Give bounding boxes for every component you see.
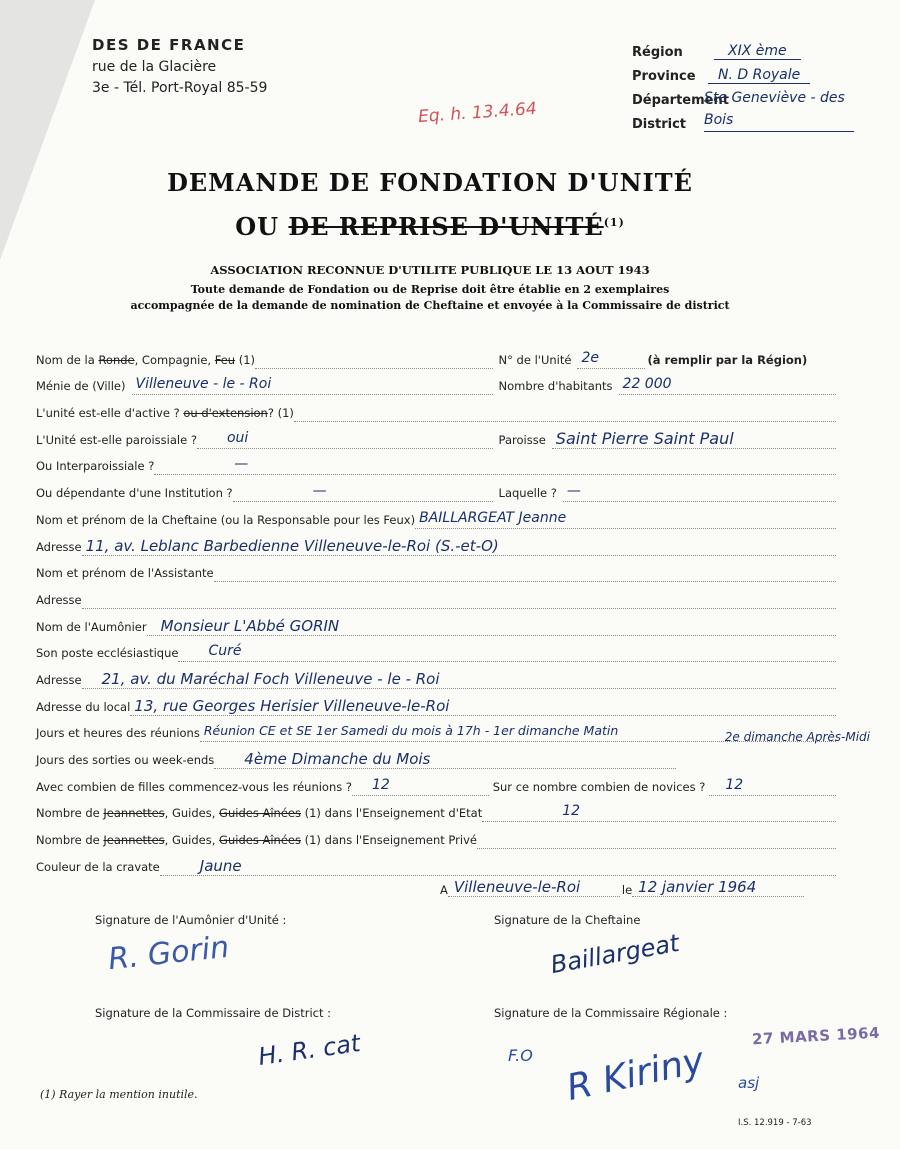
aumonier-signature: R. Gorin — [106, 929, 231, 978]
poste-field[interactable]: Curé — [178, 643, 836, 662]
novices-label: Sur ce nombre combien de novices ? — [492, 779, 706, 794]
row-active — [36, 395, 836, 422]
row-reunions — [36, 716, 870, 744]
title-line1: DEMANDE DE FONDATION D'UNITÉ — [167, 168, 693, 197]
laquelle-field[interactable]: — — [563, 483, 836, 502]
reunions-label: Jours et heures des réunions — [36, 726, 200, 741]
title-note: (1) — [603, 216, 625, 229]
date-le-label: le — [621, 883, 633, 897]
cheftaine-label: Nom et prénom de la Cheftaine (ou la Responsable pour les Feux) — [36, 512, 416, 527]
row-sorties — [36, 742, 836, 769]
sig-cheftaine-label: Signature de la Cheftaine — [494, 913, 641, 927]
sig-aumonier-label: Signature de l'Aumônier d'Unité : — [95, 913, 287, 927]
regionale-fo: F.O — [508, 1046, 533, 1065]
sig-regionale-label: Signature de la Commissaire Régionale : — [494, 1006, 728, 1020]
region-label: Région — [632, 45, 683, 60]
prive-label: Nombre de Jeannettes, Guides, Guides Aînées (1) dans l'Enseignement Privé — [36, 833, 477, 848]
adresse3-field[interactable]: 21, av. du Maréchal Foch Villeneuve - le - Roi — [82, 670, 836, 689]
filles-label: Avec combien de filles commencez-vous les réunions ? — [36, 779, 353, 794]
adresse1-cell — [36, 537, 836, 556]
prive-field[interactable] — [477, 830, 836, 849]
sig-district-label: Signature de la Commissaire de District : — [95, 1006, 332, 1020]
aumonier-field[interactable]: Monsieur L'Abbé GORIN — [147, 617, 836, 636]
nom-label: Nom de la Ronde, Compagnie, Feu (1) — [36, 352, 256, 367]
assoc-lines — [0, 282, 860, 314]
novices-field[interactable]: 12 — [709, 777, 836, 796]
menie-label: Ménie de (Ville) — [36, 379, 126, 394]
row-cheftaine — [36, 502, 836, 529]
date-place-field[interactable]: Villeneuve-le-Roi — [448, 878, 620, 897]
title-line2 — [0, 212, 860, 241]
handwritten-red-note: Eq. h. 13.4.64 — [417, 98, 538, 128]
district-label: District — [632, 117, 686, 132]
poste-label: Son poste ecclésiastique — [36, 646, 179, 661]
interpar-cell — [36, 456, 836, 475]
date-value-field[interactable]: 12 janvier 1964 — [632, 878, 804, 897]
row-filles — [36, 769, 836, 796]
poste-cell — [36, 643, 836, 662]
reunions-cell — [36, 723, 836, 742]
dependante-cell — [36, 483, 493, 502]
adresse3-cell — [36, 670, 836, 689]
local-cell — [36, 697, 836, 716]
row-interpar — [36, 449, 836, 476]
title-prefix: OU — [235, 212, 280, 241]
interpar-label: Ou Interparoissiale ? — [36, 459, 155, 474]
adresse2-cell — [36, 590, 836, 609]
adresse2-label: Adresse — [36, 592, 82, 607]
org-header — [92, 36, 267, 96]
no-unite-cell — [499, 350, 836, 369]
laquelle-cell — [499, 483, 836, 502]
row-paroissiale — [36, 422, 836, 449]
menie-cell — [36, 376, 493, 395]
no-unite-label: N° de l'Unité — [498, 352, 572, 367]
departement-label: Département — [632, 93, 729, 108]
habitants-cell — [499, 376, 836, 395]
assistante-label: Nom et prénom de l'Assistante — [36, 566, 214, 581]
filles-field[interactable]: 12 — [352, 777, 489, 796]
assoc-line3: accompagnée de la demande de nomination de Cheftaine et envoyée à la Commissaire de district — [130, 299, 730, 312]
etat-label: Nombre de Jeannettes, Guides, Guides Aînées (1) dans l'Enseignement d'Etat — [36, 806, 483, 821]
row-nom — [36, 342, 836, 369]
dependante-field[interactable]: — — [233, 483, 493, 502]
org-street: rue de la Glacière — [92, 59, 217, 75]
row-adresse3 — [36, 662, 836, 689]
row-menie — [36, 369, 836, 396]
region-row — [632, 36, 854, 60]
row-poste — [36, 636, 836, 663]
nom-field[interactable] — [255, 350, 493, 369]
row-assistante — [36, 556, 836, 583]
reunions-second-line: 2e dimanche Après-Midi — [724, 729, 870, 744]
cheftaine-signature: Baillargeat — [548, 928, 682, 980]
row-prive — [36, 822, 836, 849]
paroisse-field[interactable]: Saint Pierre Saint Paul — [552, 429, 836, 449]
assistante-cell — [36, 563, 836, 582]
province-row — [632, 60, 854, 84]
no-unite-field[interactable]: 2e — [577, 350, 645, 369]
province-value: N. D Royale — [708, 67, 810, 84]
row-cravate — [36, 849, 836, 876]
interpar-field[interactable]: — — [154, 456, 836, 475]
sorties-field[interactable]: 4ème Dimanche du Mois — [214, 750, 676, 769]
date-a-label: A — [440, 883, 448, 897]
reunions-field[interactable]: Réunion CE et SE 1er Samedi du mois à 17h - 1er dimanche Matin — [200, 723, 836, 742]
habitants-field[interactable]: 22 000 — [619, 376, 836, 395]
cheftaine-field[interactable]: BAILLARGEAT Jeanne — [415, 510, 836, 529]
no-unite-note: (à remplir par la Région) — [647, 352, 808, 367]
regionale-signature: R Kiriny — [563, 1039, 708, 1110]
adresse1-label: Adresse — [36, 539, 82, 554]
row-aumonier — [36, 609, 836, 636]
active-label: L'unité est-elle d'active ? ou d'extension? (1) — [36, 406, 294, 421]
cravate-field[interactable]: Jaune — [160, 857, 836, 876]
form-reference: I.S. 12.919 - 7-63 — [738, 1118, 812, 1128]
org-name: DES DE FRANCE — [92, 36, 246, 54]
region-value: XIX ème — [714, 43, 801, 60]
active-cell — [36, 403, 836, 422]
province-label: Province — [632, 69, 696, 84]
cravate-cell — [36, 857, 836, 876]
paroissiale-cell — [36, 430, 493, 449]
habitants-label: Nombre d'habitants — [498, 379, 613, 394]
paroisse-label: Paroisse — [498, 432, 546, 447]
sorties-label: Jours des sorties ou week-ends — [36, 753, 215, 767]
prive-cell — [36, 830, 836, 849]
org-phone: 3e - Tél. Port-Royal 85-59 — [92, 80, 268, 96]
row-local — [36, 689, 836, 716]
aumonier-label: Nom de l'Aumônier — [36, 619, 147, 634]
title-struck: DE REPRISE D'UNITÉ — [288, 212, 604, 241]
district-signature: H. R. cat — [256, 1028, 363, 1072]
district-value: Ste Geneviève - des Bois — [704, 87, 854, 132]
assoc-line2: Toute demande de Fondation ou de Reprise doit être établie en 2 exemplaires — [190, 283, 670, 296]
date-stamp: 27 MARS 1964 — [751, 1023, 881, 1049]
active-field[interactable] — [294, 403, 836, 422]
footnote: (1) Rayer la mention inutile. — [40, 1088, 198, 1101]
form-fields — [36, 342, 870, 876]
row-dependante — [36, 475, 836, 502]
assistante-field[interactable] — [214, 563, 836, 582]
aumonier-cell — [36, 617, 836, 636]
row-etat — [36, 796, 836, 823]
local-label: Adresse du local — [36, 699, 131, 714]
nom-cell — [36, 350, 493, 369]
novices-cell — [493, 777, 836, 796]
cheftaine-cell — [36, 510, 836, 529]
sorties-cell — [36, 750, 676, 769]
menie-field[interactable]: Villeneuve - le - Roi — [132, 376, 493, 395]
etat-cell — [36, 803, 836, 822]
paroissiale-label: L'Unité est-elle paroissiale ? — [36, 432, 197, 447]
cravate-label: Couleur de la cravate — [36, 859, 160, 874]
adresse2-field[interactable] — [82, 590, 836, 609]
assoc-line1: ASSOCIATION RECONNUE D'UTILITE PUBLIQUE LE 13 AOUT 1943 — [210, 263, 650, 277]
adresse1-field[interactable]: 11, av. Leblanc Barbedienne Villeneuve-le-Roi (S.-et-O) — [82, 537, 836, 556]
adresse3-label: Adresse — [36, 672, 82, 687]
filles-cell — [36, 777, 489, 796]
paroissiale-field[interactable]: oui — [197, 430, 493, 449]
paroisse-cell — [499, 429, 836, 449]
dependante-label: Ou dépendante d'une Institution ? — [36, 486, 233, 501]
row-adresse2 — [36, 582, 836, 609]
laquelle-label: Laquelle ? — [498, 486, 557, 501]
region-block — [632, 36, 854, 132]
local-field[interactable]: 13, rue Georges Herisier Villeneuve-le-Roi — [130, 697, 836, 716]
etat-field[interactable]: 12 — [482, 803, 836, 822]
row-adresse1 — [36, 529, 836, 556]
date-line — [440, 878, 804, 897]
regionale-initials: asj — [738, 1074, 760, 1092]
